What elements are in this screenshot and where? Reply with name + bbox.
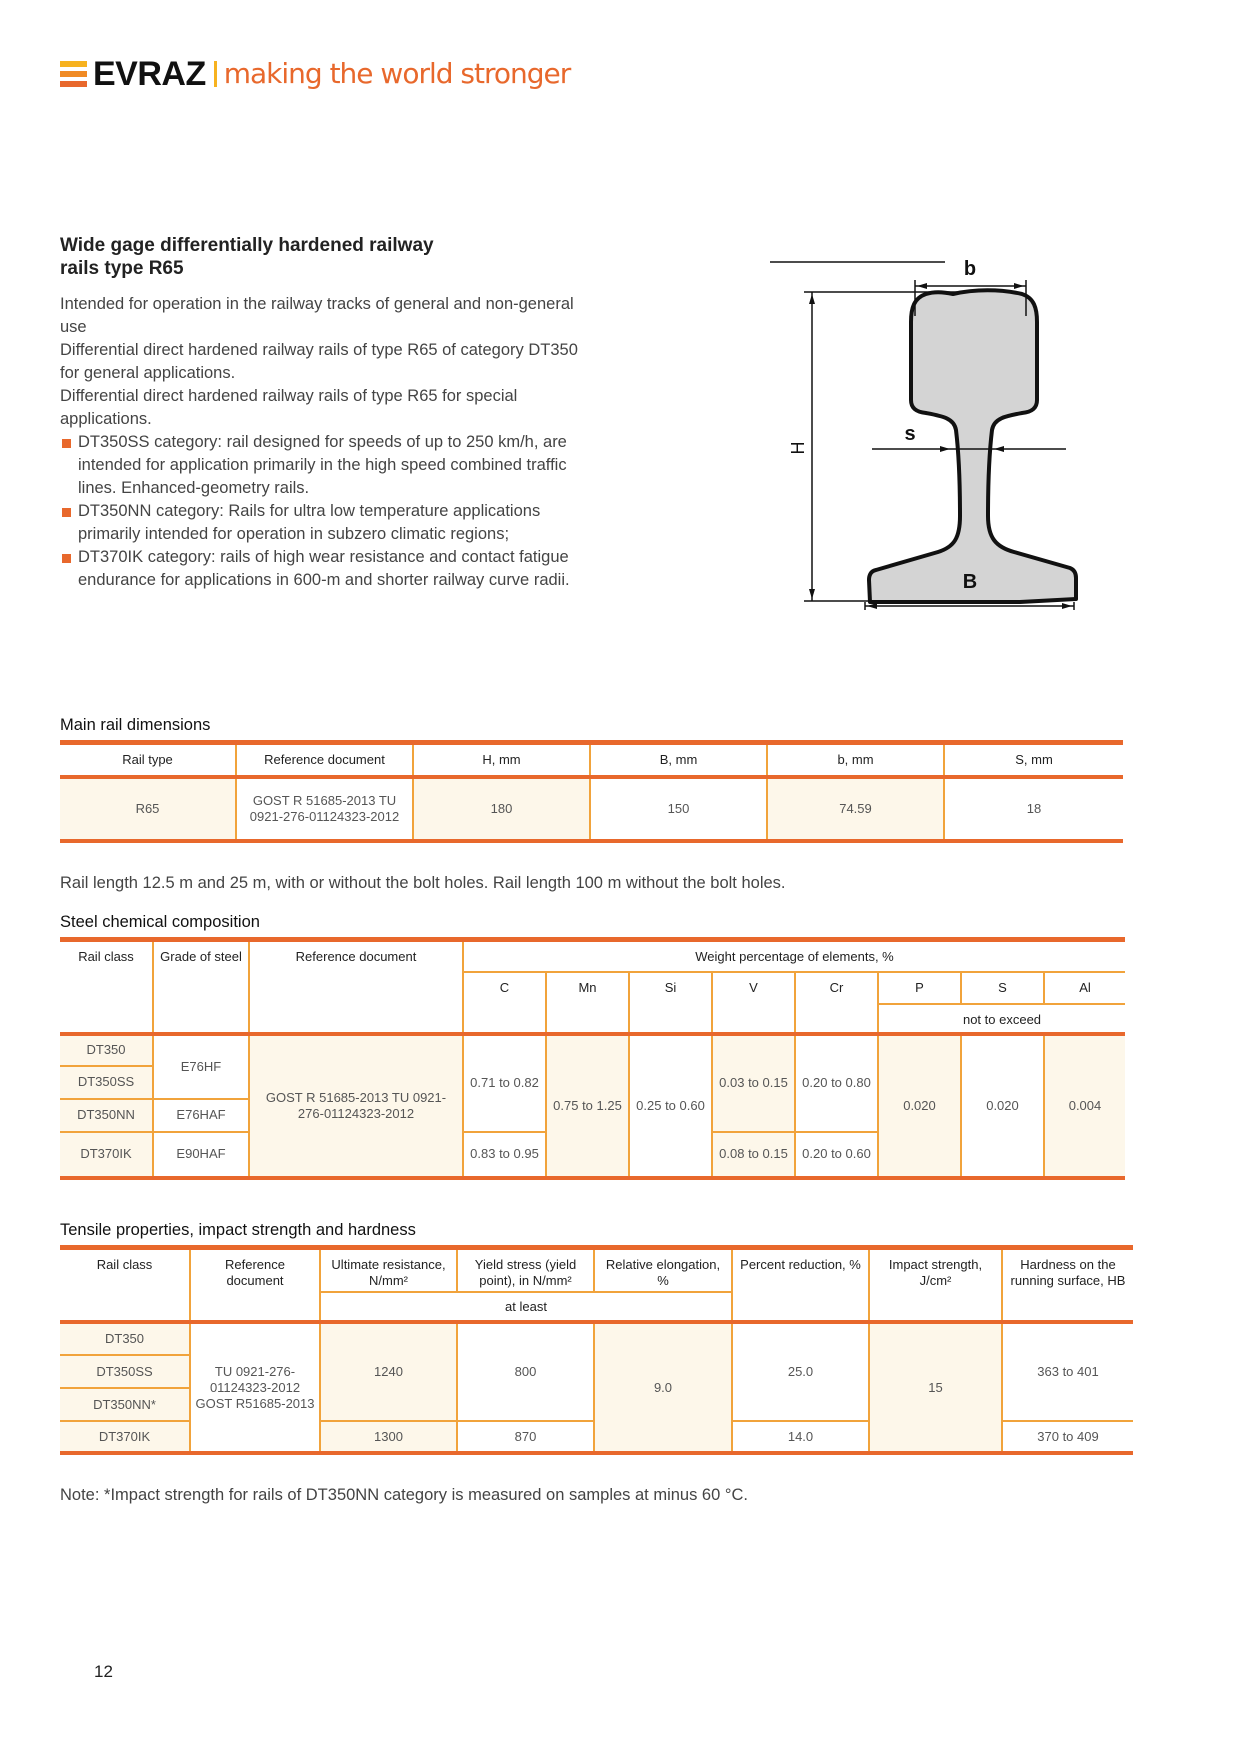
category-item (60, 546, 590, 592)
table-header-row (60, 940, 1125, 972)
logo-divider (214, 61, 217, 87)
cell-B: 150 (590, 777, 767, 841)
cell-impact: 15 (869, 1322, 1002, 1453)
table-row (60, 1322, 1133, 1355)
intro-text (60, 293, 590, 592)
square-bullet-icon (62, 554, 71, 563)
rail-length-note: Rail length 12.5 m and 25 m, with or without the bolt holes. Rail length 100 m without the bolt holes. (60, 874, 786, 892)
category-text: DT350NN category: Rails for ultra low temperature applications primarily intended for operation in subzero climatic regions; (78, 502, 541, 543)
cell-V: 0.03 to 0.15 (712, 1034, 795, 1132)
col-reference: Reference document (236, 743, 413, 777)
col-b: b, mm (767, 743, 944, 777)
cell-Si: 0.25 to 0.60 (629, 1034, 712, 1178)
col-reference: Reference document (190, 1248, 320, 1323)
cell-C: 0.83 to 0.95 (463, 1132, 546, 1178)
col-reference: Reference document (249, 940, 463, 1034)
table-row (60, 777, 1123, 841)
col-percent-reduction: Percent reduction, % (732, 1248, 869, 1323)
cell-Al: 0.004 (1044, 1034, 1125, 1178)
logo-tagline: making the world stronger (223, 57, 571, 90)
col-Mn: Mn (546, 972, 629, 1034)
impact-strength-note: Note: *Impact strength for rails of DT350NN category is measured on samples at minus 60 °C. (60, 1486, 748, 1504)
cell-Cr: 0.20 to 0.60 (795, 1132, 878, 1178)
col-C: C (463, 972, 546, 1034)
col-relative-elongation: Relative elongation, % (594, 1248, 732, 1293)
cell-Cr: 0.20 to 0.80 (795, 1034, 878, 1132)
dimensions-heading: Main rail dimensions (60, 716, 211, 734)
col-Si: Si (629, 972, 712, 1034)
page-title (60, 234, 620, 280)
dimensions-table (60, 740, 1123, 843)
col-S: S, mm (944, 743, 1123, 777)
col-not-to-exceed: not to exceed (878, 1004, 1125, 1034)
cell-hardness: 370 to 409 (1002, 1421, 1133, 1453)
cell-rail-class: DT350 (60, 1034, 153, 1066)
chemistry-heading: Steel chemical composition (60, 913, 260, 931)
cell-ultimate: 1300 (320, 1421, 457, 1453)
category-list (60, 431, 590, 592)
title-line-1: Wide gage differentially hardened railway (60, 235, 434, 256)
dim-label-b: b (963, 258, 977, 280)
tensile-heading: Tensile properties, impact strength and hardness (60, 1221, 416, 1239)
col-hardness: Hardness on the running surface, HB (1002, 1248, 1133, 1323)
table-row (60, 1034, 1125, 1066)
cell-reference: GOST R 51685-2013 TU 0921-276-01124323-2012 (236, 777, 413, 841)
category-item (60, 431, 590, 500)
cell-H: 180 (413, 777, 590, 841)
cell-reduction: 25.0 (732, 1322, 869, 1421)
square-bullet-icon (62, 439, 71, 448)
logo-stripes-icon (60, 61, 87, 87)
cell-yield: 870 (457, 1421, 594, 1453)
category-item (60, 500, 590, 546)
table-header-row (60, 743, 1123, 777)
cell-rail-class: DT370IK (60, 1132, 153, 1178)
intro-paragraph: Differential direct hardened railway rails of type R65 of category DT350 for general applications. (60, 341, 578, 382)
evraz-logo (60, 56, 570, 92)
cell-grade: E76HF (153, 1034, 249, 1099)
category-text: DT370IK category: rails of high wear resistance and contact fatigue endurance for applications in 600-m and shorter railway curve radii. (78, 548, 570, 589)
cell-reference: GOST R 51685-2013 TU 0921-276-01124323-2012 (249, 1034, 463, 1178)
dim-label-H: H (788, 441, 808, 455)
cell-rail-class: DT350SS (60, 1355, 190, 1388)
col-P: P (878, 972, 961, 1004)
col-Cr: Cr (795, 972, 878, 1034)
cell-P: 0.020 (878, 1034, 961, 1178)
cell-S: 18 (944, 777, 1123, 841)
cell-rail-type: R65 (60, 777, 236, 841)
col-impact-strength: Impact strength, J/cm² (869, 1248, 1002, 1323)
cell-rail-class: DT370IK (60, 1421, 190, 1453)
intro-paragraph: Intended for operation in the railway tracks of general and non-general use (60, 295, 574, 336)
cell-S: 0.020 (961, 1034, 1044, 1178)
tensile-table (60, 1245, 1133, 1455)
col-Al: Al (1044, 972, 1125, 1004)
cell-reference: TU 0921-276-01124323-2012 GOST R51685-2013 (190, 1322, 320, 1453)
cell-hardness: 363 to 401 (1002, 1322, 1133, 1421)
col-rail-class: Rail class (60, 1248, 190, 1323)
intro-paragraph: Differential direct hardened railway rails of type R65 for special applications. (60, 387, 518, 428)
rail-profile (869, 290, 1076, 602)
col-weight-percentage: Weight percentage of elements, % (463, 940, 1125, 972)
cell-ultimate: 1240 (320, 1322, 457, 1421)
logo-wordmark: EVRAZ (93, 55, 206, 93)
title-line-2: rails type R65 (60, 258, 184, 279)
col-rail-class: Rail class (60, 940, 153, 1034)
cell-yield: 800 (457, 1322, 594, 1421)
page-number: 12 (94, 1662, 113, 1681)
cell-elongation: 9.0 (594, 1322, 732, 1453)
col-V: V (712, 972, 795, 1034)
cell-reduction: 14.0 (732, 1421, 869, 1453)
cell-rail-class: DT350SS (60, 1066, 153, 1099)
col-yield-stress: Yield stress (yield point), in N/mm² (457, 1248, 594, 1293)
cell-grade: E76HAF (153, 1099, 249, 1132)
cell-rail-class: DT350 (60, 1322, 190, 1355)
cell-b: 74.59 (767, 777, 944, 841)
rail-cross-section-drawing (770, 250, 1090, 620)
col-grade: Grade of steel (153, 940, 249, 1034)
cell-rail-class: DT350NN (60, 1099, 153, 1132)
cell-V: 0.08 to 0.15 (712, 1132, 795, 1178)
cell-C: 0.71 to 0.82 (463, 1034, 546, 1132)
col-H: H, mm (413, 743, 590, 777)
dim-label-B: B (962, 571, 978, 593)
chemistry-table (60, 937, 1125, 1180)
cell-Mn: 0.75 to 1.25 (546, 1034, 629, 1178)
col-S: S (961, 972, 1044, 1004)
dim-label-s: s (904, 423, 916, 445)
col-B: B, mm (590, 743, 767, 777)
category-text: DT350SS category: rail designed for speeds of up to 250 km/h, are intended for application primarily in the high speed combined traffic lines. Enhanced-geometry rails. (78, 433, 567, 497)
table-header-row (60, 1248, 1133, 1293)
col-rail-type: Rail type (60, 743, 236, 777)
square-bullet-icon (62, 508, 71, 517)
col-at-least: at least (320, 1292, 732, 1322)
cell-grade: E90HAF (153, 1132, 249, 1178)
col-ultimate-resistance: Ultimate resistance, N/mm² (320, 1248, 457, 1293)
cell-rail-class: DT350NN* (60, 1388, 190, 1421)
